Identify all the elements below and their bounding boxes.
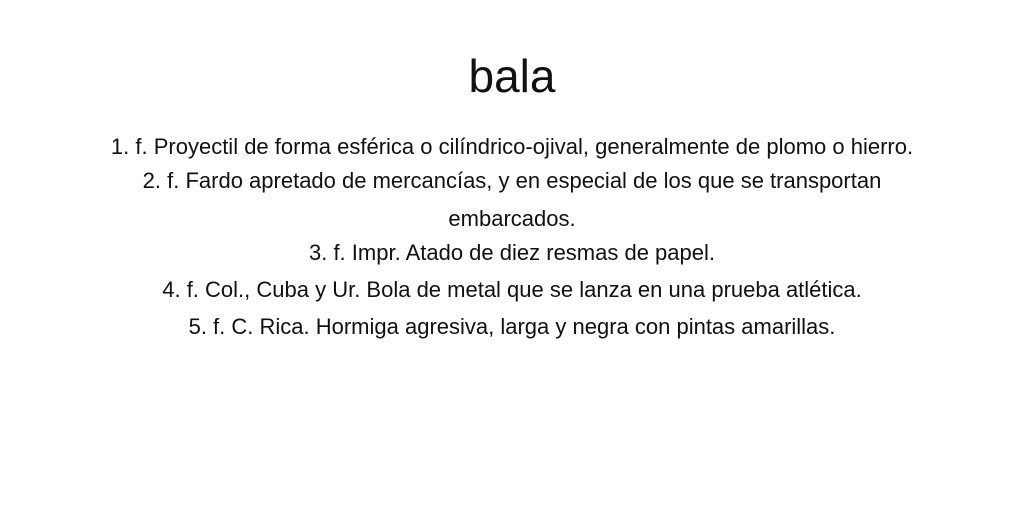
definition-item: 2. f. Fardo apretado de mercancías, y en especial de los que se transportan embarcados. — [142, 168, 882, 231]
headword-title: bala — [468, 50, 556, 102]
definition-item: 1. f. Proyectil de forma esférica o cilíndrico-ojival, generalmente de plomo o hierro. — [110, 134, 914, 159]
definition-item: 3. f. Impr. Atado de diez resmas de papel. — [308, 240, 715, 265]
definitions-list — [84, 128, 940, 345]
definition-item: 5. f. C. Rica. Hormiga agresiva, larga y negra con pintas amarillas. — [188, 314, 836, 339]
definition-item: 4. f. Col., Cuba y Ur. Bola de metal que se lanza en una prueba atlética. — [162, 277, 862, 302]
